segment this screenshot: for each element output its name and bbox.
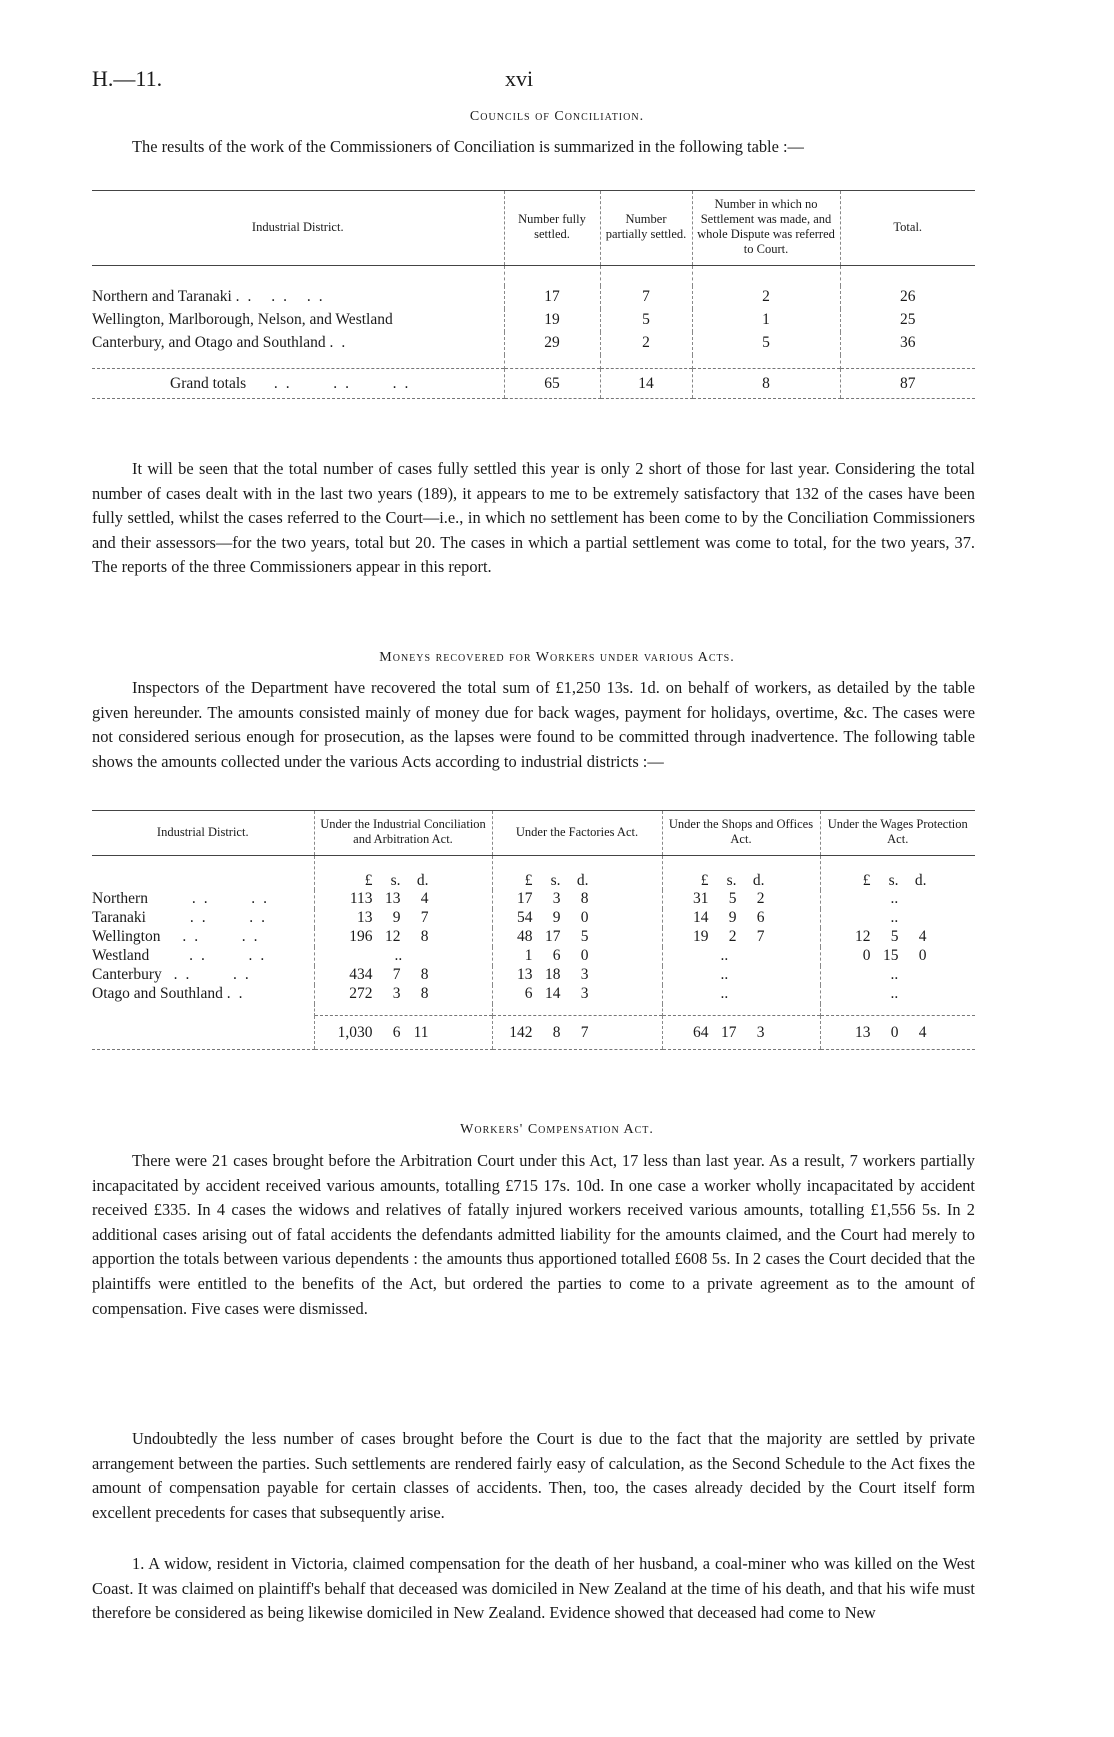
value-total: 26 bbox=[840, 286, 975, 309]
district-name: Northern and Taranaki .. .. .. bbox=[92, 288, 331, 305]
table-row: Northern .. .. 113 13 4 17 3 8 31 5 2 .. bbox=[92, 890, 975, 909]
moneys-totals-row: 1,030 6 11 142 8 7 64 17 3 13 0 4 bbox=[92, 1016, 975, 1050]
moneys-text: Inspectors of the Department have recovered the total sum of £1,250 13s. 1d. on behalf of workers, as detailed by the table given hereunder. The amounts consisted mainly of money due for back wages, payment for holidays, overtime, &c. The cases were not considered serious enough for prosecution, as the lapses were found to be committed through inadvertence. The following table shows the amounts collected under the various Acts according to industrial districts :— bbox=[92, 678, 975, 771]
col-partially-settled: Number partially settled. bbox=[600, 191, 692, 266]
moneys-header-row bbox=[92, 811, 975, 856]
value-none: 1 bbox=[692, 309, 840, 332]
value-partially: 5 bbox=[600, 309, 692, 332]
grand-totals-row bbox=[92, 369, 975, 399]
grand-fully: 65 bbox=[504, 369, 600, 399]
units-row: £ s. d. £ s. d. £ s. d. £ s. d. bbox=[92, 856, 975, 890]
compensation-paragraph-1: There were 21 cases brought before the Arbitration Court under this Act, 17 less than last year. As a result, 7 workers partially incapacitated by accident received various amounts, totalling £715 17s. 10d. In one case a worker wholly incapacitated by accident received £335. In 4 cases the widows and relatives of fatally injured workers received various amounts, totalling £1,556 5s. In 2 additional cases arising out of fatal accidents the defendants admitted liability for the amounts claimed, and the Court had merely to apportion the totals between various dependents : the amounts thus apportioned totalled £608 5s. In 2 cases the Court decided that the plaintiffs were entitled to the benefits of the Act, but ordered the parties to come to a private agreement as to the amount of compensation. Five cases were dismissed. bbox=[92, 1151, 975, 1318]
grand-partially: 14 bbox=[600, 369, 692, 399]
conciliation-table bbox=[92, 190, 975, 399]
table-row: Otago and Southland .. 272 3 8 6 14 3 .. .. bbox=[92, 985, 975, 1004]
value-fully: 17 bbox=[504, 286, 600, 309]
col-industrial-district: Industrial District. bbox=[92, 191, 504, 266]
councils-intro: The results of the work of the Commissioners of Conciliation is summarized in the following table :— bbox=[132, 137, 804, 156]
district-name: Northern .. .. bbox=[92, 890, 275, 907]
compensation-paragraph-2: Undoubtedly the less number of cases brought before the Court is due to the fact that the majority are settled by private arrangement between the parties. Such settlements are rendered fairly easy of calculation, as the Second Schedule to the Act fixes the amount of compensation payable for certain classes of accidents. Then, too, the cases already decided by the Court itself form excellent precedents for cases that subsequently arise. bbox=[92, 1429, 975, 1522]
col-ica-act: Under the Industrial Conciliation and Arbitration Act. bbox=[314, 811, 492, 856]
table-row: Taranaki .. .. 13 9 7 54 9 0 14 9 6 .. bbox=[92, 909, 975, 928]
district-name: Canterbury .. .. bbox=[92, 966, 257, 983]
grand-totals-label: Grand totals .. .. .. bbox=[92, 369, 504, 399]
col-shops-act: Under the Shops and Offices Act. bbox=[662, 811, 820, 856]
col-total: Total. bbox=[840, 191, 975, 266]
value-none: 5 bbox=[692, 332, 840, 355]
conciliation-header-row bbox=[92, 191, 975, 266]
value-partially: 2 bbox=[600, 332, 692, 355]
col-wages-act: Under the Wages Protection Act. bbox=[820, 811, 975, 856]
district-name: Westland .. .. bbox=[92, 947, 273, 964]
parliamentary-paper-ref: H.—11. bbox=[92, 66, 163, 91]
moneys-heading: Moneys recovered for Workers under various Acts. bbox=[379, 650, 735, 665]
table-row bbox=[92, 309, 975, 332]
table-row: Wellington .. .. 196 12 8 48 17 5 19 2 7 12 5 4 bbox=[92, 928, 975, 947]
col-fully-settled: Number fully settled. bbox=[504, 191, 600, 266]
value-none: 2 bbox=[692, 286, 840, 309]
value-total: 36 bbox=[840, 332, 975, 355]
district-name: Otago and Southland .. bbox=[92, 985, 251, 1002]
value-partially: 7 bbox=[600, 286, 692, 309]
value-total: 25 bbox=[840, 309, 975, 332]
col-factories-act: Under the Factories Act. bbox=[492, 811, 662, 856]
page-number: xvi bbox=[505, 66, 534, 91]
value-fully: 19 bbox=[504, 309, 600, 332]
district-name: Wellington .. .. bbox=[92, 928, 266, 945]
table-row: Westland .. .. .. 1 6 0 .. 0 15 0 bbox=[92, 947, 975, 966]
table-row bbox=[92, 286, 975, 309]
councils-commentary: It will be seen that the total number of cases fully settled this year is only 2 short of those for last year. Considering the total number of cases dealt with in the last two years (189), it appears to me to be extremely satisfactory that 132 of the cases have been fully settled, whilst the cases referred to the Court—i.e., in which no settlement has been come to by the Conciliation Commissioners and their assessors—for the two years, total but 20. The cases in which a partial settlement was come to total, for the two years, 37. The reports of the three Commissioners appear in this report. bbox=[92, 459, 975, 577]
compensation-heading: Workers' Compensation Act. bbox=[460, 1122, 654, 1137]
table-row bbox=[92, 332, 975, 355]
value-fully: 29 bbox=[504, 332, 600, 355]
col-industrial-district: Industrial District. bbox=[92, 811, 314, 856]
col-no-settlement: Number in which no Settlement was made, and whole Dispute was referred to Court. bbox=[692, 191, 840, 266]
councils-heading: Councils of Conciliation. bbox=[469, 109, 645, 124]
table-row: Canterbury .. .. 434 7 8 13 18 3 .. .. bbox=[92, 966, 975, 985]
compensation-paragraph-3: 1. A widow, resident in Victoria, claimed compensation for the death of her husband, a coal-miner who was killed on the West Coast. It was claimed on plaintiff's behalf that deceased was domiciled in New Zealand at the time of his death, and that his wife must therefore be considered as being likewise domiciled in New Zealand. Evidence showed that deceased had come to New bbox=[92, 1554, 975, 1623]
moneys-table bbox=[92, 810, 975, 1050]
grand-total: 87 bbox=[840, 369, 975, 399]
district-name: Taranaki .. .. bbox=[92, 909, 273, 926]
grand-none: 8 bbox=[692, 369, 840, 399]
district-name: Wellington, Marlborough, Nelson, and Westland bbox=[92, 311, 393, 328]
district-name: Canterbury, and Otago and Southland .. bbox=[92, 334, 354, 351]
